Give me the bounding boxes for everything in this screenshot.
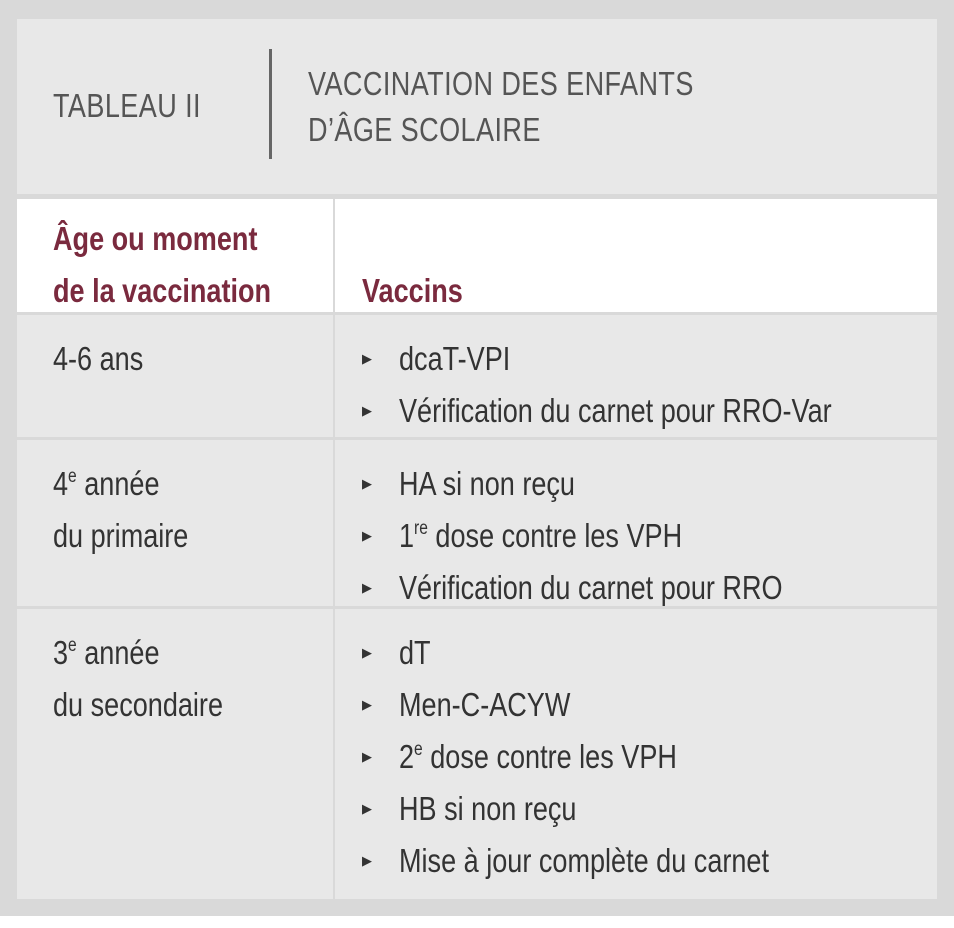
bullet-arrow-icon: ▶ [362, 697, 372, 712]
bullet-arrow-icon: ▶ [362, 476, 372, 491]
ordinal-suffix: e [68, 635, 77, 656]
dose-number: 1 [399, 517, 415, 554]
column-divider [333, 609, 335, 899]
age-text-line-1 [53, 627, 223, 679]
vaccine-text: dcaT-VPI [399, 340, 511, 377]
table-row [17, 315, 937, 437]
age-word: année [76, 465, 160, 502]
dose-suffix: e [414, 739, 423, 760]
age-text-line-2: du primaire [53, 517, 189, 554]
dose-number: 2 [399, 738, 415, 775]
age-text-line-1 [53, 458, 188, 510]
vaccine-text: Men-C-ACYW [399, 686, 571, 723]
vaccine-text: Vérification du carnet pour RRO-Var [399, 392, 832, 429]
column-header-age [53, 213, 271, 317]
vaccine-text [399, 731, 677, 783]
title-line-2: D’ÂGE SCOLAIRE [308, 111, 541, 148]
table-row [17, 609, 937, 899]
vaccine-text: HB si non reçu [399, 790, 577, 827]
vaccine-text: Mise à jour complète du carnet [399, 842, 770, 879]
table-number: TABLEAU II [53, 87, 201, 124]
dose-text: dose contre les VPH [422, 738, 677, 775]
age-word: année [76, 634, 160, 671]
column-headers [17, 199, 937, 312]
column-divider [333, 440, 335, 606]
vaccine-text: dT [399, 634, 431, 671]
ordinal-number: 3 [53, 634, 69, 671]
age-cell [53, 458, 188, 562]
bullet-arrow-icon: ▶ [362, 580, 372, 595]
bullet-arrow-icon: ▶ [362, 853, 372, 868]
table-header [17, 19, 937, 194]
bullet-arrow-icon: ▶ [362, 403, 372, 418]
bullet-arrow-icon: ▶ [362, 645, 372, 660]
bullet-arrow-icon: ▶ [362, 801, 372, 816]
title-line-1: VACCINATION DES ENFANTS [308, 65, 694, 102]
vaccine-text [399, 510, 682, 562]
ordinal-number: 4 [53, 465, 69, 502]
age-text: 4-6 ans [53, 340, 144, 377]
header-divider [269, 49, 272, 159]
age-text-line-2: du secondaire [53, 686, 224, 723]
column-header-vaccins: Vaccins [362, 272, 463, 309]
age-cell [53, 333, 143, 385]
table-title [308, 61, 694, 153]
bullet-arrow-icon: ▶ [362, 351, 372, 366]
table [17, 19, 937, 899]
dose-suffix: re [414, 518, 428, 539]
column-header-age-line-1: Âge ou moment [53, 220, 258, 257]
bullet-arrow-icon: ▶ [362, 528, 372, 543]
column-divider [333, 315, 335, 437]
column-divider [333, 199, 335, 312]
bullet-arrow-icon: ▶ [362, 749, 372, 764]
vaccine-text: HA si non reçu [399, 465, 575, 502]
dose-text: dose contre les VPH [427, 517, 683, 554]
table-row [17, 440, 937, 606]
ordinal-suffix: e [68, 466, 77, 487]
column-header-age-line-2: de la vaccination [53, 272, 272, 309]
vaccine-text: Vérification du carnet pour RRO [399, 569, 783, 606]
age-cell [53, 627, 223, 731]
